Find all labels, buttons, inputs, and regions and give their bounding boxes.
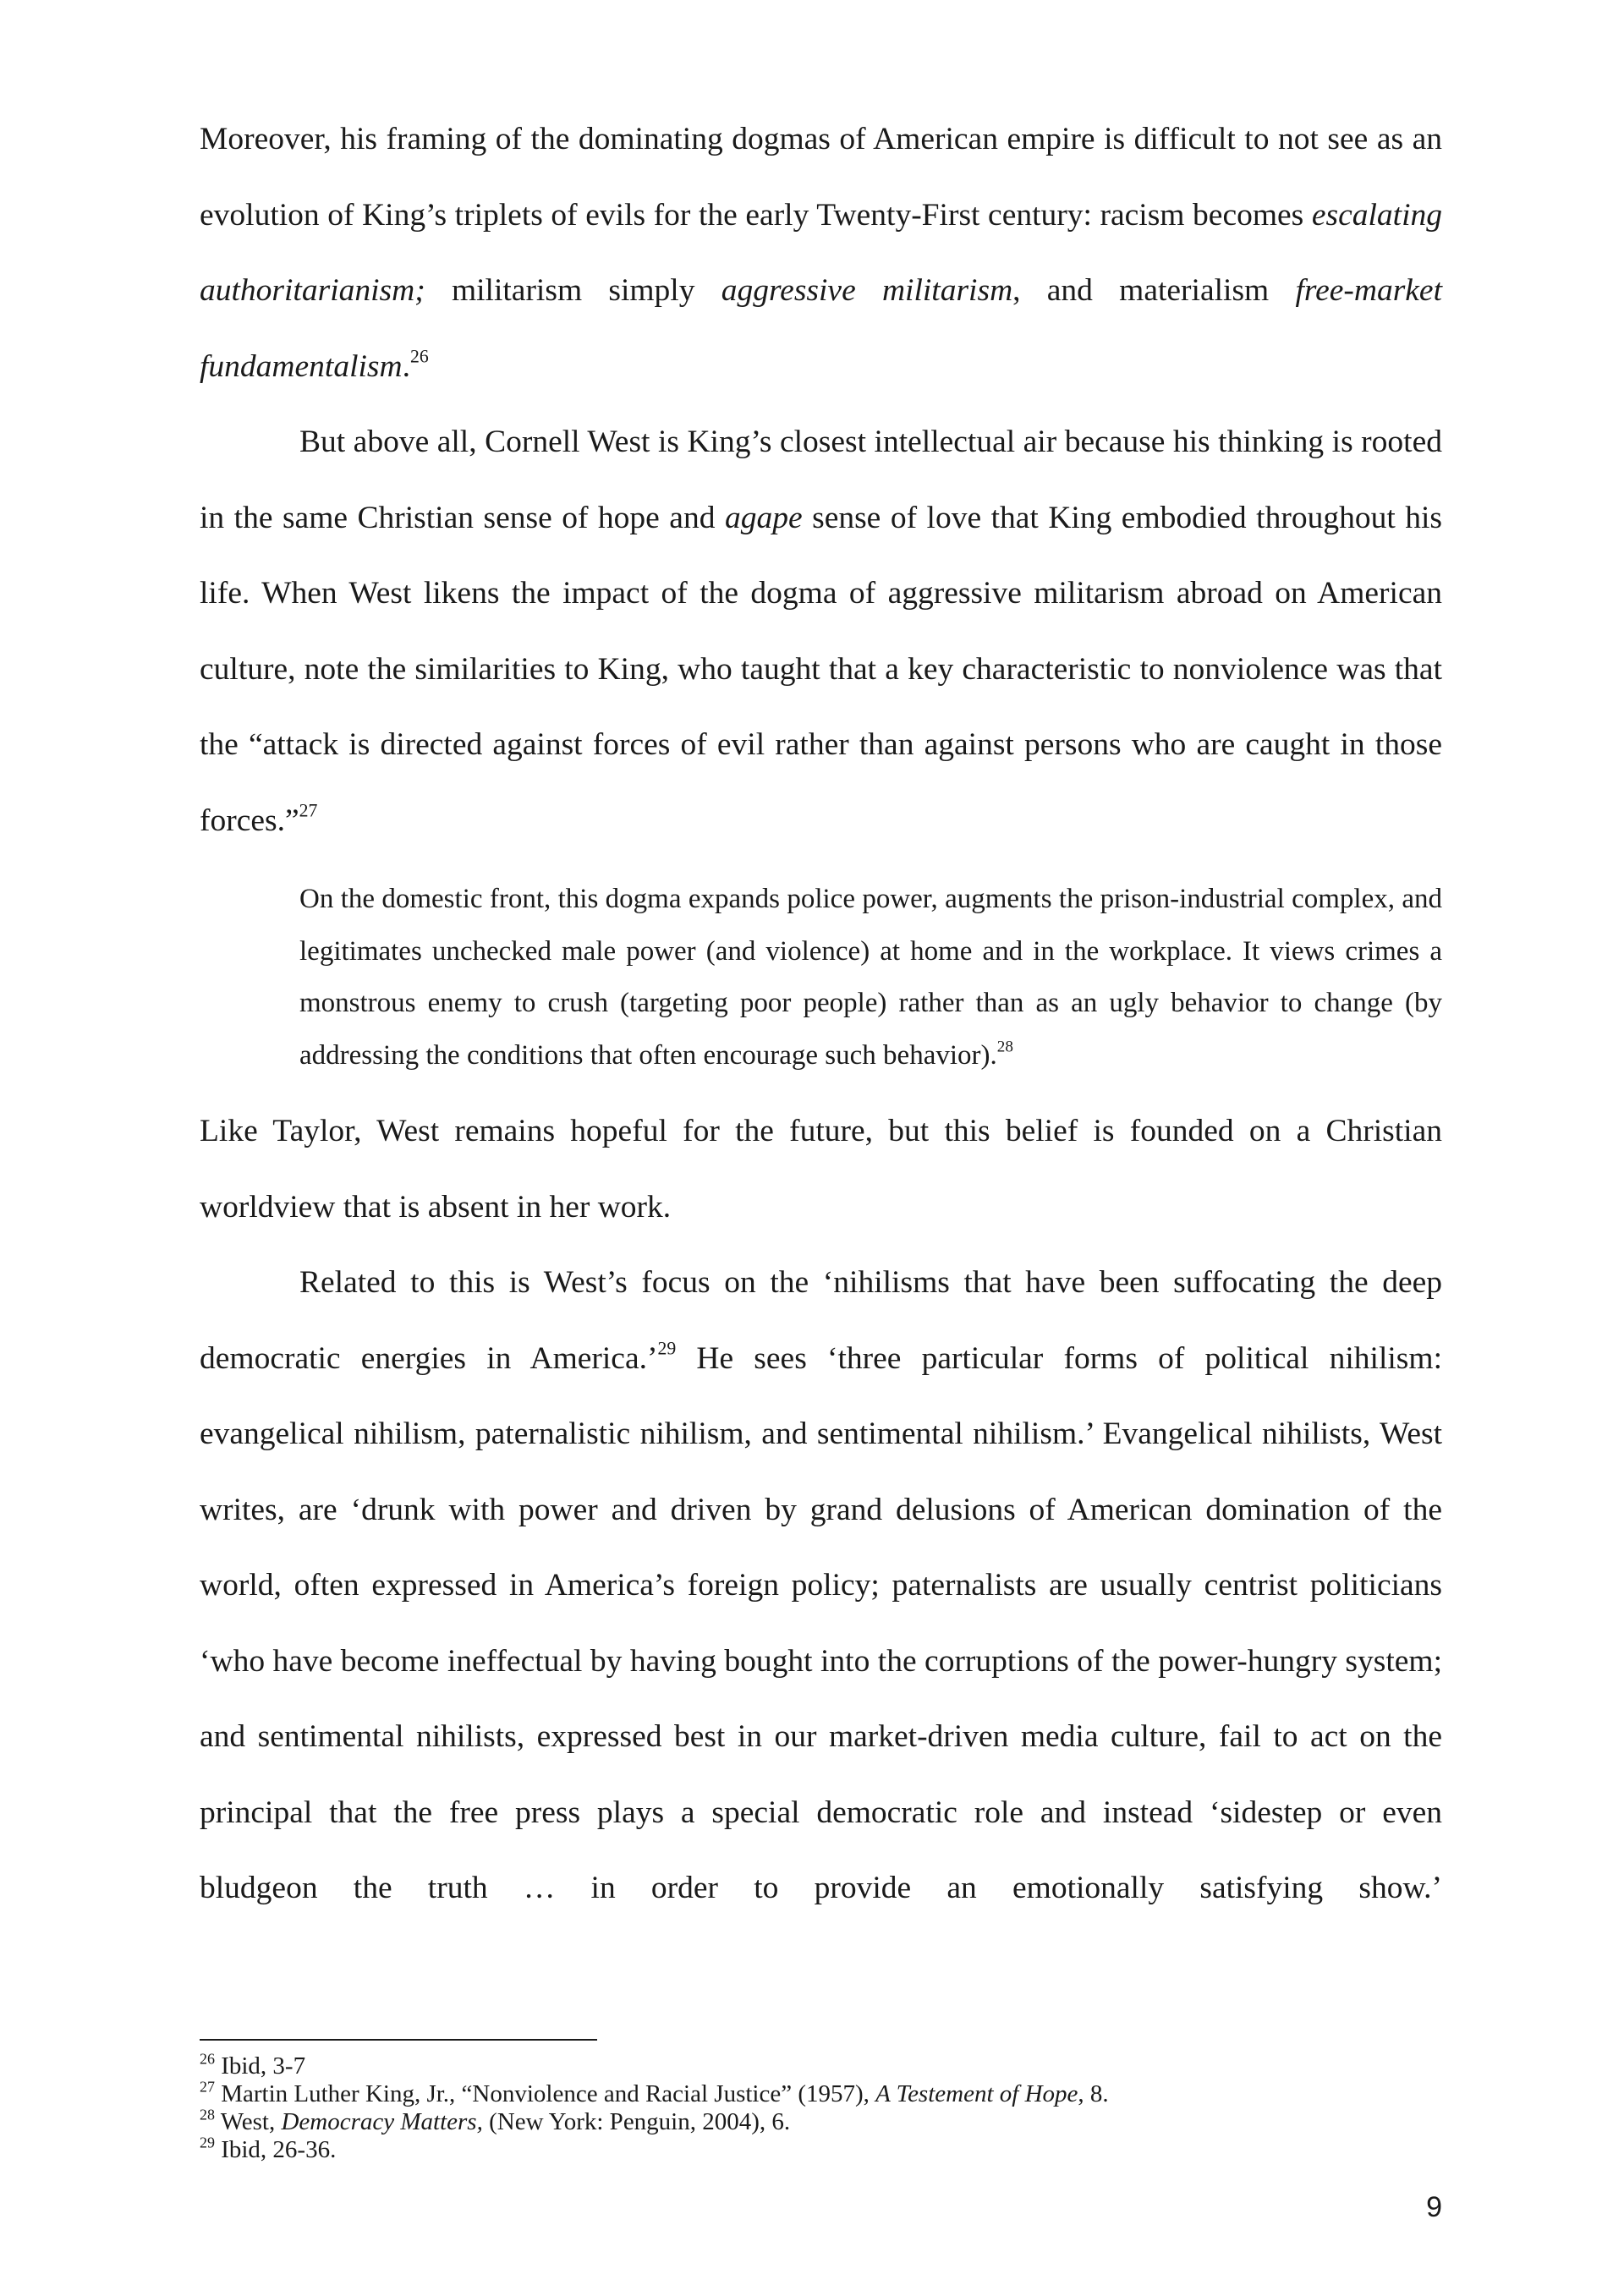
paragraph-3: Like Taylor, West remains hopeful for the future, but this belief is founded on a Christian worldview that is absent in her work. [200,1114,1442,1225]
paragraph-4: Related to this is West’s focus on the ‘nihilisms that have been suffocating the deep democratic energies in America.’$^{29}$ He sees ‘three particular forms of political nihilism: evangelical nihilism, paternalistic nihilism, and sentimental nihilism.’ Evangelical nihilists, West writes, are ‘drunk with power and driven by grand delusions of American domination of the world, often expressed in America’s foreign policy; paternalists are usually centrist politicians ‘who have become ineffectual by having bought into the corruptions of the power-hungry system; and sentimental nihilists, expressed best in our market-driven media culture, fail to act on the principal that the free press plays a special democratic role and instead ‘sidestep or even bludgeon the truth … in order to provide an emotionally satisfying show.’ [200,1265,1442,1905]
block-quote: On the domestic front, this dogma expands police power, augments the prison-industrial complex, and legitimates unchecked male power (and violence) at home and in the workplace. It views crimes a monstrous enemy to crush (targeting poor people) rather than as an ugly behavior to change (by addressing the conditions that often encourage such behavior).$^{28}$ [299,884,1442,1071]
footnote-26: $^{26}$ Ibid, 3-7 [200,2050,306,2080]
footnote-28: $^{28}$ West, Democracy Matters, (New York: Penguin, 2004), 6. [200,2106,791,2135]
footnote-ref-26: 26 [409,346,429,367]
footnote-ref-28: 28 [996,1038,1013,1056]
page-number: 9 [1426,2191,1442,2223]
footnote-separator [200,2039,597,2041]
footnote-29: $^{29}$ Ibid, 26-36. [200,2134,337,2163]
body-text [200,101,1442,1926]
paragraph-1: Moreover, his framing of the dominating dogmas of American empire is difficult to not see as an evolution of King’s triplets of evils for the early Twenty-First century: racism becomes escalating authoritarianism; militarism simply aggressive militarism, and materialism free-market fundamentalism.$^{26}$ [200,122,1442,384]
footnotes [200,2052,1442,2164]
footnote-ref-27: 27 [299,800,318,821]
paragraph-2: But above all, Cornell West is King’s closest intellectual air because his thinking is rooted in the same Christian sense of hope and agape sense of love that King embodied throughout his life. When West likens the impact of the dogma of aggressive militarism abroad on American culture, note the similarities to King, who taught that a key characteristic to nonviolence was that the “attack is directed against forces of evil rather than against persons who are caught in those forces.”$^{27}$ [200,425,1442,838]
footnote-ref-29: 29 [657,1338,677,1359]
footnote-27: $^{27}$ Martin Luther King, Jr., “Nonviolence and Racial Justice” (1957), A Testement of Hope, 8. [200,2078,1109,2107]
